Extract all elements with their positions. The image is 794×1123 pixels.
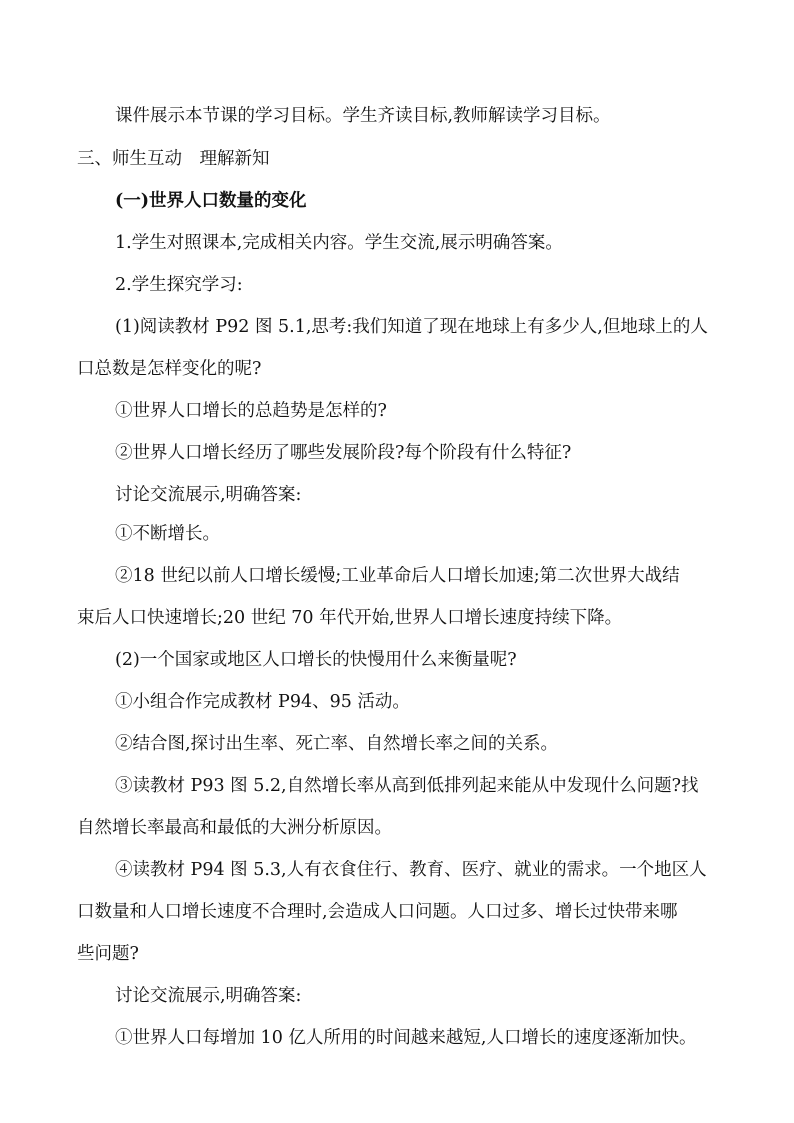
subsection-heading: (一)世界人口数量的变化 — [115, 191, 307, 211]
paragraph-line: 口数量和人口增长速度不合理时,会造成人口问题。人口过多、增长过快带来哪 — [77, 902, 678, 922]
paragraph-line: ②18 世纪以前人口增长缓慢;工业革命后人口增长加速;第二次世界大战结 — [115, 566, 680, 586]
paragraph-line: 2.学生探究学习: — [115, 275, 243, 295]
paragraph-line: 些问题? — [77, 944, 139, 964]
paragraph-line: ②世界人口增长经历了哪些发展阶段?每个阶段有什么特征? — [115, 443, 572, 463]
paragraph-line: ①世界人口每增加 10 亿人所用的时间越来越短,人口增长的速度逐渐加快。 — [115, 1028, 697, 1048]
paragraph-line: 课件展示本节课的学习目标。学生齐读目标,教师解读学习目标。 — [115, 106, 611, 126]
paragraph-line: ④读教材 P94 图 5.3,人有衣食住行、教育、医疗、就业的需求。一个地区人 — [115, 860, 707, 880]
paragraph-line: 讨论交流展示,明确答案: — [115, 986, 302, 1006]
paragraph-line: 自然增长率最高和最低的大洲分析原因。 — [77, 818, 392, 838]
paragraph-line: ②结合图,探讨出生率、死亡率、自然增长率之间的关系。 — [115, 734, 559, 754]
paragraph-line: ①不断增长。 — [115, 524, 220, 544]
paragraph-line: 束后人口快速增长;20 世纪 70 年代开始,世界人口增长速度持续下降。 — [77, 608, 623, 628]
paragraph-line: ①小组合作完成教材 P94、95 活动。 — [115, 692, 410, 712]
paragraph-line: (1)阅读教材 P92 图 5.1,思考:我们知道了现在地球上有多少人,但地球上的人 — [115, 317, 708, 337]
section-heading: 三、师生互动 理解新知 — [77, 149, 270, 169]
paragraph-line: (2)一个国家或地区人口增长的快慢用什么来衡量呢? — [115, 650, 517, 670]
paragraph-line: 讨论交流展示,明确答案: — [115, 485, 302, 505]
paragraph-line: 口总数是怎样变化的呢? — [77, 359, 262, 379]
paragraph-line: ③读教材 P93 图 5.2,自然增长率从高到低排列起来能从中发现什么问题?找 — [115, 776, 699, 796]
paragraph-line: 1.学生对照课本,完成相关内容。学生交流,展示明确答案。 — [115, 233, 563, 253]
paragraph-line: ①世界人口增长的总趋势是怎样的? — [115, 401, 387, 421]
